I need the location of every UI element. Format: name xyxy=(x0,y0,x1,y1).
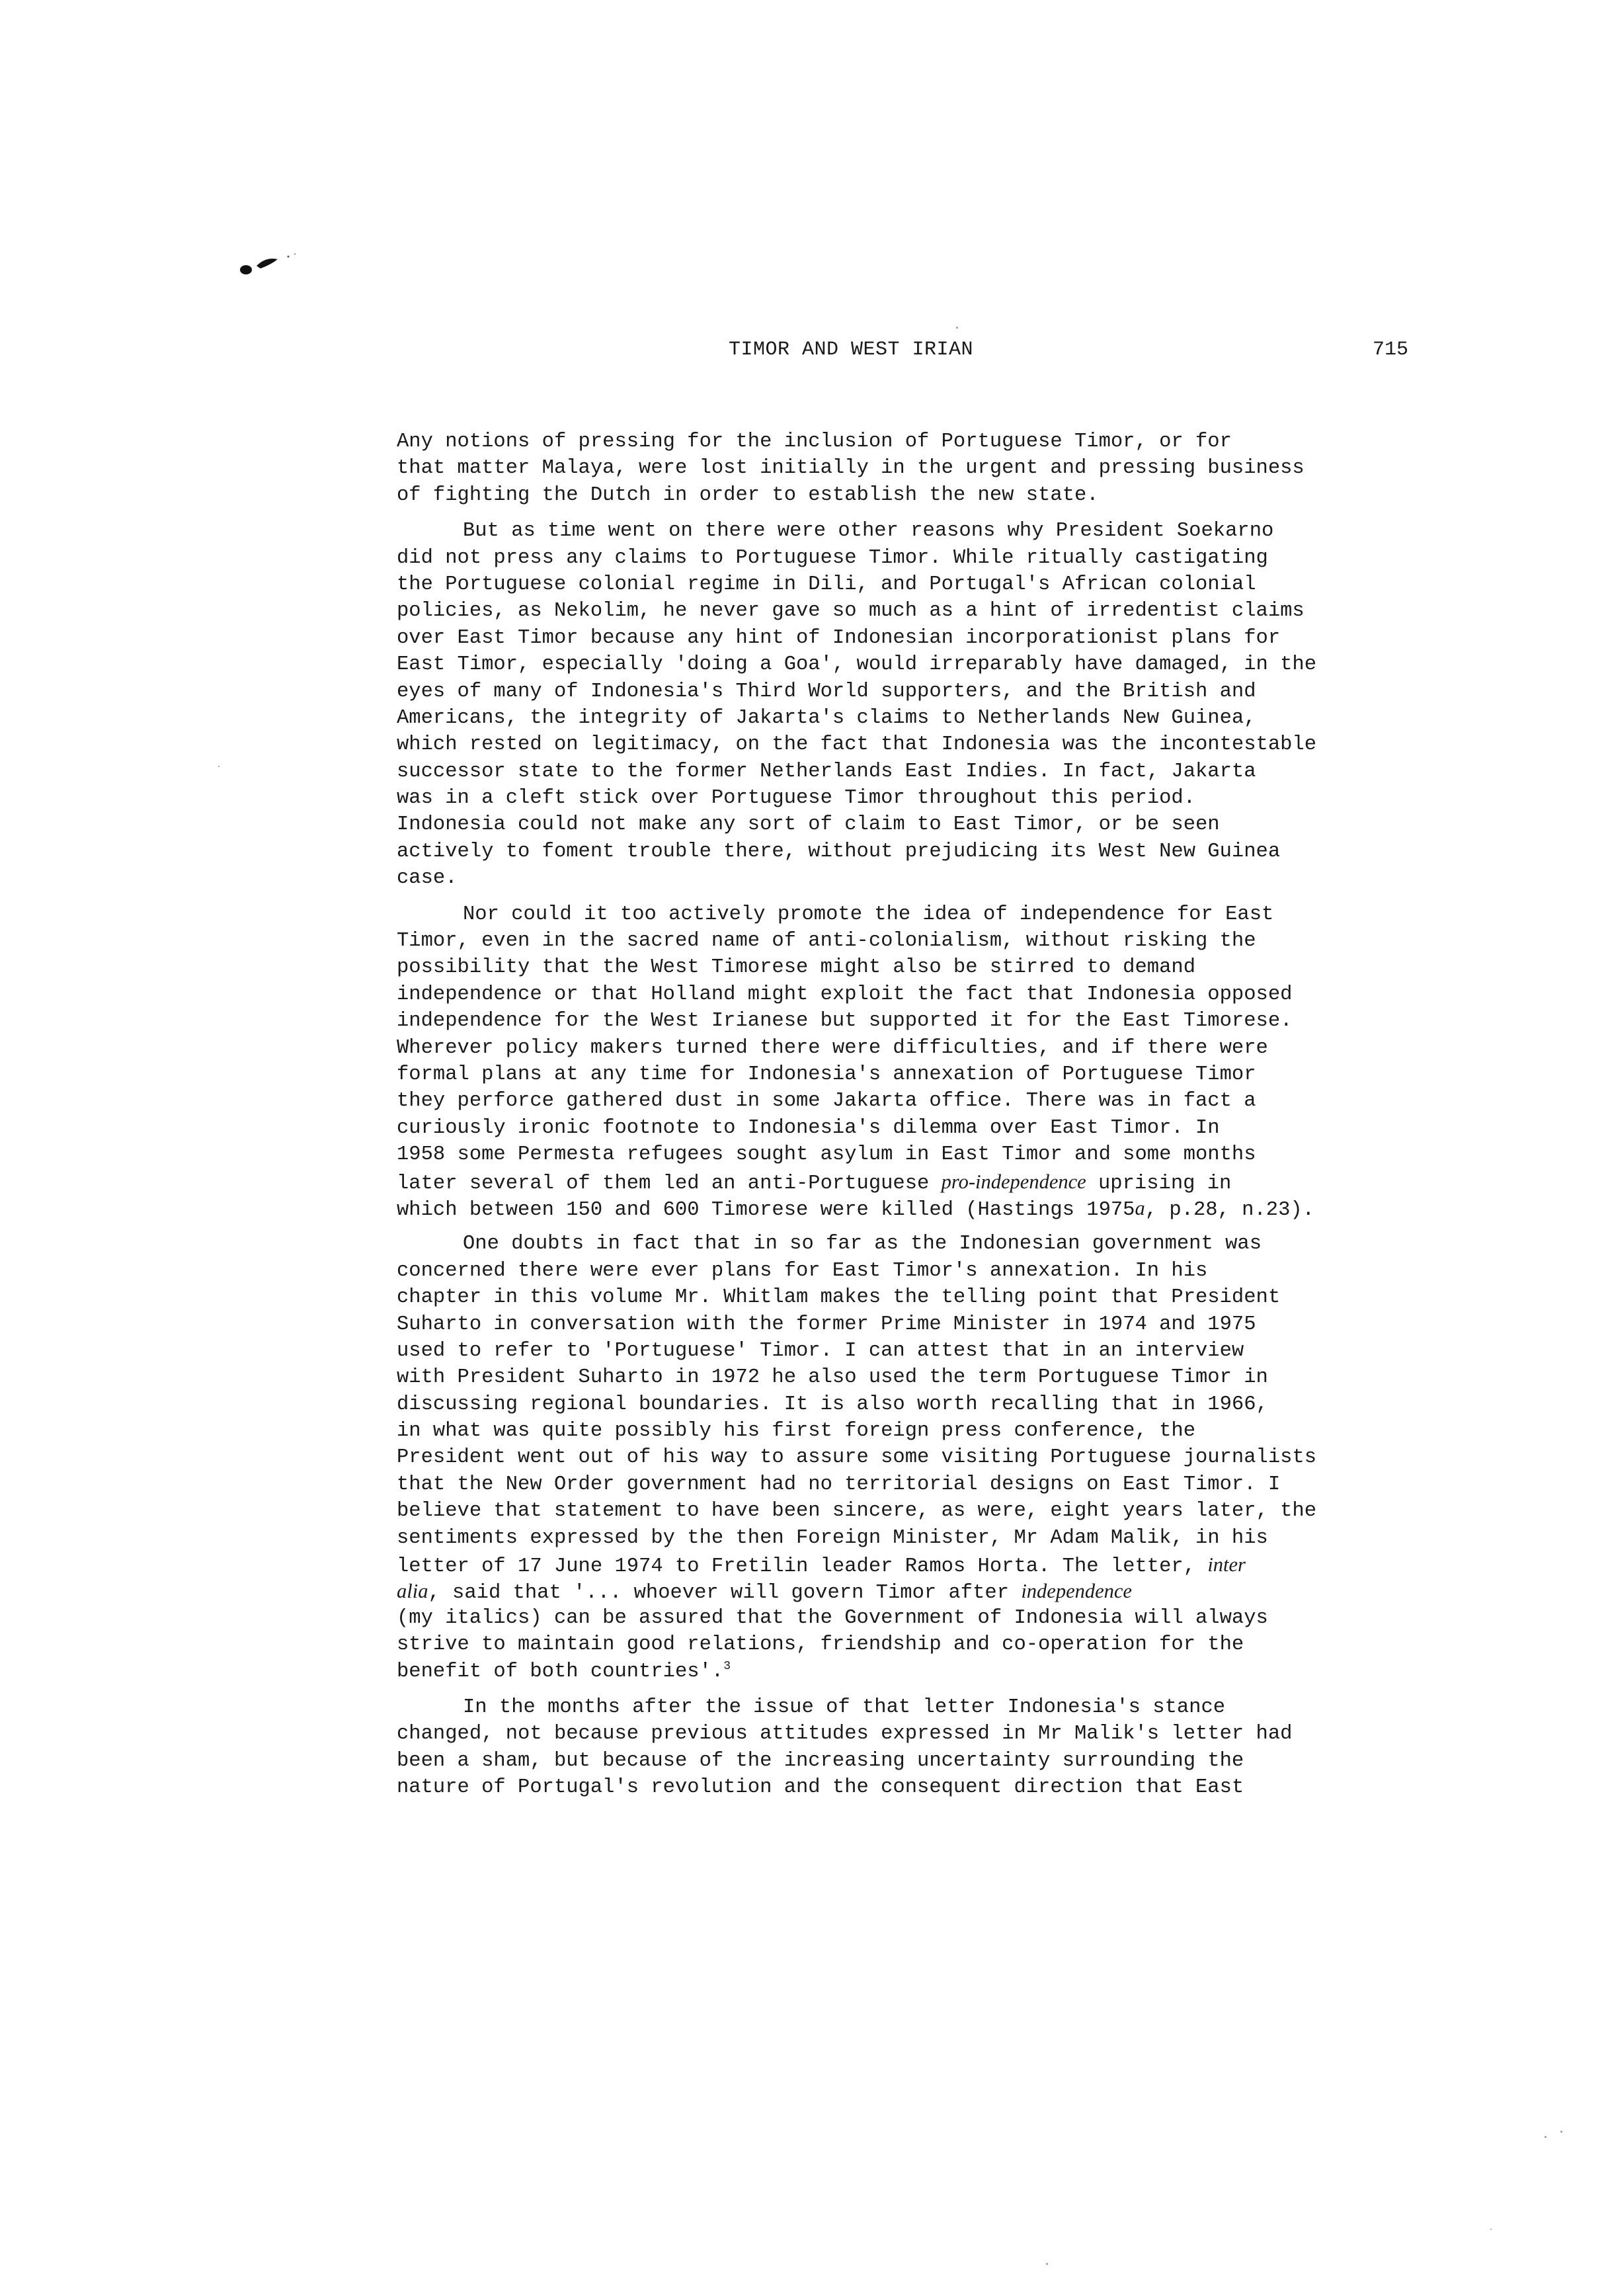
text-line: did not press any claims to Portuguese Timor. While ritually castigating xyxy=(397,546,1268,569)
text-line: possibility that the West Timorese might also be stirred to demand xyxy=(397,956,1195,979)
ink-smudge-mark xyxy=(231,250,311,283)
text-line: case. xyxy=(397,867,458,890)
text-line: But as time went on there were other reasons why President Soekarno xyxy=(463,520,1274,543)
text-line: Suharto in conversation with the former Prime Minister in 1974 and 1975 xyxy=(397,1313,1256,1336)
text-line: with President Suharto in 1972 he also used the term Portuguese Timor in xyxy=(397,1366,1268,1389)
scan-speck xyxy=(1490,2229,1492,2230)
text-line-mixed xyxy=(397,1551,1415,1578)
text-line: President went out of his way to assure some visiting Portuguese journalists xyxy=(397,1446,1317,1469)
text-line: Any notions of pressing for the inclusion of Portuguese Timor, or for xyxy=(397,430,1232,453)
text-line: actively to foment trouble there, without prejudicing its West New Guinea xyxy=(397,840,1281,863)
text-line: chapter in this volume Mr. Whitlam makes the telling point that President xyxy=(397,1286,1281,1309)
paragraph-3 xyxy=(397,901,1415,1222)
text-line: policies, as Nekolim, he never gave so much as a hint of irredentist claims xyxy=(397,600,1305,623)
text-line: Wherever policy makers turned there were difficulties, and if there were xyxy=(397,1036,1268,1059)
text-line: independence for the West Irianese but supported it for the East Timorese. xyxy=(397,1010,1293,1033)
text-line: over East Timor because any hint of Indonesian incorporationist plans for xyxy=(397,626,1281,649)
text-line: been a sham, but because of the increasing uncertainty surrounding the xyxy=(397,1749,1244,1772)
text-line: curiously ironic footnote to Indonesia's dilemma over East Timor. In xyxy=(397,1116,1220,1139)
text-line: in what was quite possibly his first foreign press conference, the xyxy=(397,1420,1195,1443)
scan-speck xyxy=(956,327,958,329)
text-line: of fighting the Dutch in order to establish the new state. xyxy=(397,483,1099,507)
text-line: changed, not because previous attitudes expressed in Mr Malik's letter had xyxy=(397,1723,1293,1746)
text-line: that matter Malaya, were lost initially in the urgent and pressing business xyxy=(397,457,1305,480)
text-line-mixed xyxy=(397,1195,1415,1221)
text-run: benefit of both countries'. xyxy=(397,1660,724,1683)
text-line: believe that statement to have been sincere, as were, eight years later, the xyxy=(397,1500,1317,1523)
text-line-mixed xyxy=(397,1578,1415,1604)
text-line: Nor could it too actively promote the idea of independence for East xyxy=(463,903,1274,926)
text-line: was in a cleft stick over Portuguese Timor throughout this period. xyxy=(397,787,1195,810)
paragraph-2 xyxy=(397,518,1415,891)
text-run: , p.28, n.23). xyxy=(1145,1198,1314,1221)
text-line: Americans, the integrity of Jakarta's claims to Netherlands New Guinea, xyxy=(397,706,1256,729)
text-line: One doubts in fact that in so far as the Indonesian government was xyxy=(463,1233,1262,1256)
text-line: sentiments expressed by the then Foreign Minister, Mr Adam Malik, in his xyxy=(397,1526,1268,1549)
italic-run: independence xyxy=(1021,1580,1132,1603)
footnote-marker[interactable]: 3 xyxy=(723,1659,731,1673)
running-head-title: TIMOR AND WEST IRIAN xyxy=(729,339,974,361)
paragraph-4 xyxy=(397,1231,1415,1685)
text-run: letter of 17 June 1974 to Fretilin leader Ramos Horta. The letter, xyxy=(397,1555,1208,1578)
italic-run: a xyxy=(1135,1196,1145,1219)
scan-speck xyxy=(1545,2136,1547,2138)
text-line: 1958 some Permesta refugees sought asylum in East Timor and some months xyxy=(397,1143,1256,1167)
text-line: East Timor, especially 'doing a Goa', would irreparably have damaged, in the xyxy=(397,653,1317,676)
text-line: Indonesia could not make any sort of claim to East Timor, or be seen xyxy=(397,813,1220,837)
text-line: independence or that Holland might exploit the fact that Indonesia opposed xyxy=(397,983,1293,1006)
text-run: later several of them led an anti-Portuguese xyxy=(397,1172,942,1195)
text-line: the Portuguese colonial regime in Dili, and Portugal's African colonial xyxy=(397,573,1256,596)
text-line: strive to maintain good relations, friendship and co-operation for the xyxy=(397,1633,1244,1657)
text-line: successor state to the former Netherlands East Indies. In fact, Jakarta xyxy=(397,760,1256,783)
text-line: nature of Portugal's revolution and the consequent direction that East xyxy=(397,1776,1244,1799)
text-line: In the months after the issue of that letter Indonesia's stance xyxy=(463,1696,1226,1719)
scan-speck xyxy=(218,766,220,767)
body-text xyxy=(397,429,1415,1811)
text-line: formal plans at any time for Indonesia's annexation of Portuguese Timor xyxy=(397,1063,1256,1086)
text-run: , said that '... whoever will govern Timor after xyxy=(428,1582,1022,1605)
scan-speck xyxy=(1560,2131,1562,2133)
italic-run: inter xyxy=(1207,1553,1246,1577)
page-number: 715 xyxy=(1372,339,1408,361)
text-line: that the New Order government had no territorial designs on East Timor. I xyxy=(397,1473,1281,1496)
italic-run: pro-independence xyxy=(941,1170,1086,1193)
text-line: eyes of many of Indonesia's Third World supporters, and the British and xyxy=(397,680,1256,703)
text-line: concerned there were ever plans for East Timor's annexation. In his xyxy=(397,1259,1208,1282)
text-run: uprising in xyxy=(1086,1172,1232,1195)
italic-run: alia xyxy=(397,1580,428,1603)
text-line: (my italics) can be assured that the Government of Indonesia will always xyxy=(397,1606,1268,1629)
text-line: which rested on legitimacy, on the fact that Indonesia was the incontestable xyxy=(397,733,1317,757)
text-line-mixed xyxy=(397,1168,1415,1195)
scan-speck xyxy=(1046,2263,1048,2265)
text-line: used to refer to 'Portuguese' Timor. I can attest that in an interview xyxy=(397,1339,1244,1362)
text-line: Timor, even in the sacred name of anti-colonialism, without risking the xyxy=(397,930,1256,953)
text-line-mixed xyxy=(397,1659,1415,1685)
paragraph-5 xyxy=(397,1694,1415,1801)
text-line: discussing regional boundaries. It is also worth recalling that in 1966, xyxy=(397,1393,1268,1416)
running-head xyxy=(397,339,1408,372)
paragraph-1 xyxy=(397,429,1415,509)
text-run: which between 150 and 600 Timorese were killed (Hastings 1975 xyxy=(397,1198,1135,1221)
text-line: they perforce gathered dust in some Jakarta office. There was in fact a xyxy=(397,1090,1256,1113)
